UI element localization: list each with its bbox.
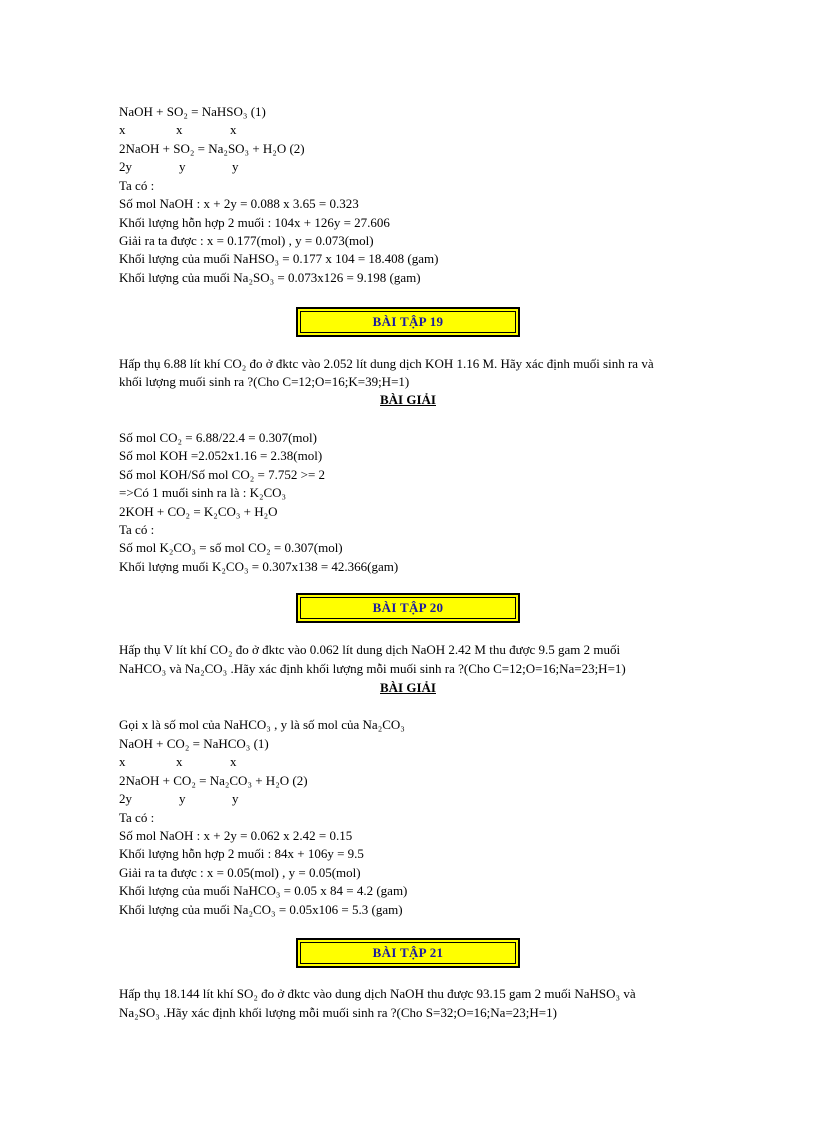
solution-line: Số mol CO₂ = 6.88/22.4 = 0.307(mol) — [119, 430, 317, 445]
problem-text: NaHCO₃ và Na₂CO₃ .Hãy xác định khối lượng mỗi muối sinh ra ?(Cho C=12;O=16;Na=23;H=1) — [119, 661, 626, 676]
solution-line: Giải ra ta được : x = 0.177(mol) , y = 0.073(mol) — [119, 233, 374, 248]
exercise-title: BÀI TẬP 21 — [372, 945, 444, 960]
problem-text: Na₂SO₃ .Hãy xác định khối lượng mỗi muối sinh ra ?(Cho S=32;O=16;Na=23;H=1) — [119, 1005, 557, 1020]
equation-2: 2NaOH + SO₂ = Na₂SO₃ + H₂O (2) — [119, 141, 305, 156]
exercise-title: BÀI TẬP 19 — [372, 314, 444, 329]
exercise-banner — [296, 307, 520, 337]
exercise-banner — [296, 593, 520, 623]
equation-2-coefficients: 2y y y — [119, 159, 239, 174]
solution-line: 2KOH + CO₂ = K₂CO₃ + H₂O — [119, 504, 278, 519]
equation-1: NaOH + CO₂ = NaHCO₃ (1) — [119, 736, 269, 751]
solution-line: Ta có : — [119, 522, 155, 537]
equation-1: NaOH + SO₂ = NaHSO₃ (1) — [119, 104, 266, 119]
solution-line: =>Có 1 muối sinh ra là : K₂CO₃ — [119, 485, 287, 500]
solution-line: Khối lượng của muối Na₂CO₃ = 0.05x106 = 5.3 (gam) — [119, 902, 403, 917]
solution-line: Số mol K₂CO₃ = số mol CO₂ = 0.307(mol) — [119, 540, 343, 555]
equation-1-coefficients: x x x — [119, 122, 237, 137]
solution-line: Khối lượng hỗn hợp 2 muối : 84x + 106y = 9.5 — [119, 846, 364, 861]
solution-line: Khối lượng muối K₂CO₃ = 0.307x138 = 42.366(gam) — [119, 559, 399, 574]
solution-line: Khối lượng hỗn hợp 2 muối : 104x + 126y = 27.606 — [119, 215, 390, 230]
solution-line: Số mol NaOH : x + 2y = 0.088 x 3.65 = 0.323 — [119, 196, 359, 211]
solution-line: Khối lượng của muối NaHCO₃ = 0.05 x 84 = 4.2 (gam) — [119, 883, 408, 898]
solution-line: Số mol KOH =2.052x1.16 = 2.38(mol) — [119, 448, 323, 463]
solution-heading: BÀI GIẢI — [380, 680, 436, 695]
solution-line: Khối lượng của muối Na₂SO₃ = 0.073x126 = 9.198 (gam) — [119, 270, 421, 285]
problem-text: khối lượng muối sinh ra ?(Cho C=12;O=16;K=39;H=1) — [119, 374, 410, 389]
problem-text: Hấp thụ 6.88 lít khí CO₂ đo ở đktc vào 2.052 lít dung dịch KOH 1.16 M. Hãy xác định muối sinh ra và — [119, 356, 654, 371]
exercise-title: BÀI TẬP 20 — [372, 600, 444, 615]
equation-2: 2NaOH + CO₂ = Na₂CO₃ + H₂O (2) — [119, 773, 308, 788]
equation-1-coefficients: x x x — [119, 754, 237, 769]
solution-line: Ta có : — [119, 810, 155, 825]
solution-line: Khối lượng của muối NaHSO₃ = 0.177 x 104 = 18.408 (gam) — [119, 251, 439, 266]
problem-text: Hấp thụ V lít khí CO₂ đo ở đktc vào 0.062 lít dung dịch NaOH 2.42 M thu được 9.5 gam 2 muối — [119, 642, 621, 657]
exercise-banner — [296, 938, 520, 968]
equation-2-coefficients: 2y y y — [119, 791, 239, 806]
problem-text: Hấp thụ 18.144 lít khí SO₂ đo ở đktc vào dung dịch NaOH thu được 93.15 gam 2 muối NaHSO₃ và — [119, 986, 636, 1001]
solution-line: Ta có : — [119, 178, 155, 193]
solution-line: Giải ra ta được : x = 0.05(mol) , y = 0.05(mol) — [119, 865, 361, 880]
solution-heading: BÀI GIẢI — [380, 392, 436, 407]
solution-line: Số mol NaOH : x + 2y = 0.062 x 2.42 = 0.15 — [119, 828, 353, 843]
solution-line: Số mol KOH/Số mol CO₂ = 7.752 >= 2 — [119, 467, 326, 482]
solution-intro: Gọi x là số mol của NaHCO₃ , y là số mol của Na₂CO₃ — [119, 717, 405, 732]
